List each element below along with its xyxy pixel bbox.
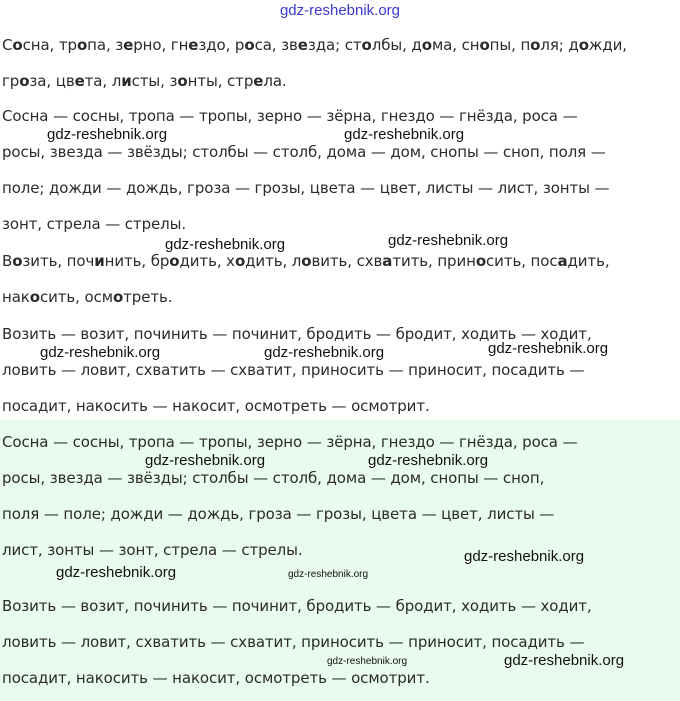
watermark: gdz-reshebnik.org [464,548,585,565]
stressed-vowel: о [234,252,246,270]
paragraph-line: Сосна — сосны, тропа — тропы, зерно — зёрна, гнездо — гнёзда, роса — [2,107,578,125]
stressed-vowel: о [12,36,23,54]
paragraph-line: поля — поле; дожди — дождь, гроза — грозы, цвета — цвет, листы — [2,505,555,523]
paragraph-line: росы, звезда — звёзды; столбы — столб, дома — дом, снопы — сноп, поля — [2,143,606,161]
site-watermark-header[interactable]: gdz-reshebnik.org [279,2,401,19]
stressed-vowel: о [475,252,487,270]
watermark: gdz-reshebnik.org [288,569,369,580]
paragraph-line: Возить — возит, починить — починит, бродить — бродит, ходить — ходит, [2,325,592,343]
watermark: gdz-reshebnik.org [40,344,161,361]
watermark: gdz-reshebnik.org [264,344,385,361]
stressed-vowel: е [123,36,134,54]
stressed-vowel: о [244,36,255,54]
paragraph-line: накосить, осмотреть. [2,288,173,306]
stressed-vowel: о [421,36,432,54]
watermark: gdz-reshebnik.org [488,340,609,357]
answer-verb-pairs [0,588,680,696]
paragraph-line: Сосна — сосны, тропа — тропы, зерно — зёрна, гнездо — гнёзда, роса — [2,433,578,451]
stressed-vowel: о [578,36,589,54]
paragraph-line: посадит, накосить — накосит, осмотреть — осмотрит. [2,397,430,415]
stressed-vowel: е [188,36,199,54]
paragraph-line: росы, звезда — звёзды; столбы — столб, дома — дом, снопы — сноп, [2,469,545,487]
stressed-vowel: о [361,36,372,54]
paragraph-stressed-nouns [0,27,680,99]
watermark: gdz-reshebnik.org [388,232,509,249]
stressed-vowel: и [121,72,132,90]
stressed-vowel: о [530,36,541,54]
stressed-vowel: е [253,72,264,90]
watermark: gdz-reshebnik.org [145,452,266,469]
watermark: gdz-reshebnik.org [504,652,625,669]
paragraph-line: ловить — ловит, схватить — схватит, приносить — приносит, посадить — [2,633,585,651]
stressed-vowel: о [112,288,124,306]
stressed-vowel: о [301,252,312,270]
paragraph-line: лист, зонты — зонт, стрела — стрелы. [2,541,303,559]
stressed-vowel: о [177,72,188,90]
watermark: gdz-reshebnik.org [47,126,168,143]
paragraph-line: гроза, цвета, листы, зонты, стрела. [2,72,287,90]
paragraph-line: посадит, накосить — накосит, осмотреть — осмотрит. [2,669,430,687]
paragraph-line: Сосна, тропа, зерно, гнездо, роса, звезда; столбы, дома, снопы, поля; дожди, [2,36,627,54]
stressed-vowel: е [297,36,308,54]
stressed-vowel: о [479,36,490,54]
paragraph-line: ловить — ловит, схватить — схватит, приносить — приносит, посадить — [2,361,585,379]
stressed-vowel: о [12,252,23,270]
stressed-vowel: о [169,252,180,270]
watermark: gdz-reshebnik.org [368,452,489,469]
paragraph-line: Возить — возит, починить — починит, бродить — бродит, ходить — ходит, [2,597,592,615]
watermark: gdz-reshebnik.org [165,236,286,253]
paragraph-verb-pairs [0,316,680,424]
paragraph-line: поле; дожди — дождь, гроза — грозы, цвета — цвет, листы — лист, зонты — [2,179,610,197]
stressed-vowel: о [19,72,30,90]
stressed-vowel: и [94,252,105,270]
paragraph-stressed-verbs [0,243,680,315]
paragraph-noun-pairs [0,98,680,242]
answer-noun-pairs [0,424,680,568]
paragraph-line: зонт, стрела — стрелы. [2,215,187,233]
stressed-vowel: о [29,288,40,306]
stressed-vowel: е [74,72,85,90]
watermark: gdz-reshebnik.org [344,126,465,143]
stressed-vowel: а [382,252,393,270]
stressed-vowel: о [76,36,88,54]
stressed-vowel: а [557,252,568,270]
watermark: gdz-reshebnik.org [327,656,408,667]
watermark: gdz-reshebnik.org [56,564,177,581]
paragraph-line: Возить, починить, бродить, ходить, ловить, схватить, приносить, посадить, [2,252,610,270]
